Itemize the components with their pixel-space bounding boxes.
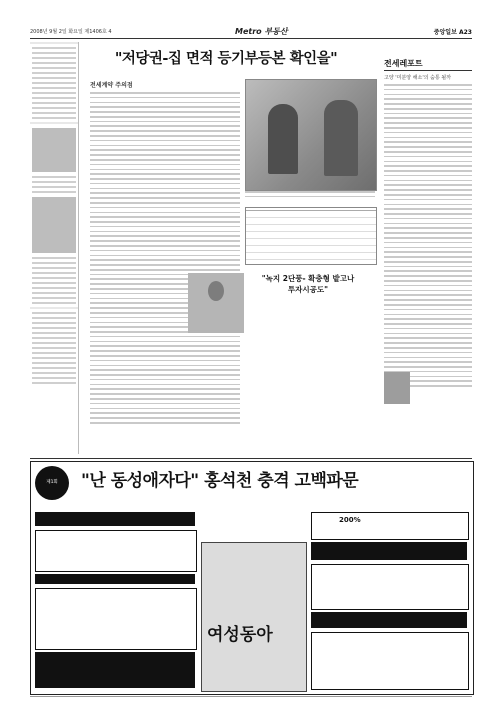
sidebar-photo xyxy=(32,128,76,172)
issue-date: 2008년 9월 2일 화요일 제1406호 4 xyxy=(30,29,112,35)
article-photo xyxy=(245,79,377,191)
magazine-cover xyxy=(201,542,307,692)
ad-box xyxy=(35,588,197,650)
ad-banner xyxy=(35,652,195,688)
sidebar-building-photo xyxy=(32,197,76,253)
person-figure xyxy=(324,100,358,176)
article-body xyxy=(90,80,240,427)
right-column-subtitle: 고양 '미분양 해소'의 숨통 될까 xyxy=(384,75,452,81)
ad-headline: "난 동성애자다" 홍석천 충격 고백파문 xyxy=(81,471,359,491)
ad-box xyxy=(311,564,469,610)
ad-banner xyxy=(35,512,195,526)
person-figure xyxy=(268,104,298,174)
article-headline: "저당권-집 면적 등기부등본 확인을" xyxy=(114,50,338,67)
right-column-title: 전세레포트 xyxy=(384,58,472,71)
article-subhead: 전세계약 주의점 xyxy=(90,82,133,89)
sidebar-box-title xyxy=(30,122,78,124)
magazine-title: 여성동아 xyxy=(207,625,273,645)
page-header xyxy=(30,26,472,39)
info-table xyxy=(245,207,377,265)
ad-box xyxy=(311,632,469,690)
section-title: Metro 부동산 xyxy=(235,27,288,36)
advertisement xyxy=(30,461,474,695)
ad-divider xyxy=(30,458,472,459)
ad-discount: 200% xyxy=(339,516,361,524)
sidebar-box-title xyxy=(30,42,78,44)
pull-quote: "녹지 2단풍- 확충형 밭고나 투자시공도" xyxy=(261,274,355,294)
ad-banner xyxy=(311,612,467,628)
interview-portrait xyxy=(188,273,244,373)
page-footer-rule xyxy=(30,696,472,697)
left-sidebar xyxy=(30,42,79,454)
photo-caption xyxy=(245,191,375,201)
publication-name: 중앙일보 A23 xyxy=(433,29,472,36)
portrait-photo xyxy=(188,273,244,333)
ad-banner xyxy=(35,574,195,584)
ad-box xyxy=(311,512,469,540)
columnist-photo xyxy=(384,372,410,404)
ad-banner xyxy=(311,542,467,560)
sidebar-box-title xyxy=(30,307,78,309)
ad-badge: 제1회 xyxy=(35,466,69,500)
ad-box xyxy=(35,530,197,572)
